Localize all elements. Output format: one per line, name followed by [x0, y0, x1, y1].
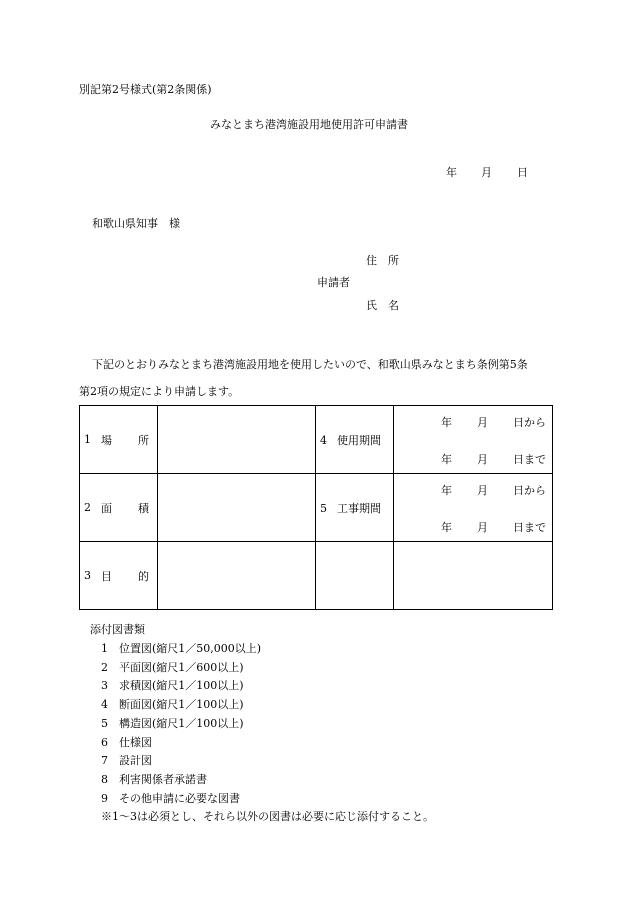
from-year-label: 年 — [441, 484, 452, 497]
empty-cell — [316, 542, 394, 610]
area-value-cell[interactable] — [158, 474, 316, 542]
to-month-label: 月 — [477, 453, 488, 466]
to-month-label: 月 — [477, 521, 488, 534]
date-month-label: 月 — [481, 166, 492, 179]
list-item-text: その他申請に必要な図書 — [119, 791, 240, 805]
list-item-text: 位置図(縮尺1／50,000以上) — [119, 642, 262, 655]
list-item-number: 5 — [101, 716, 108, 730]
place-value-cell[interactable] — [158, 406, 316, 474]
to-year-label: 年 — [441, 453, 452, 466]
application-table — [79, 405, 553, 610]
list-item-number: 7 — [101, 754, 108, 768]
table-row — [80, 406, 553, 474]
date-day-label: 日 — [517, 166, 528, 179]
date-year-label: 年 — [446, 166, 457, 179]
name-label: 氏 名 — [366, 299, 399, 312]
from-day-label: 日から — [513, 484, 546, 497]
work-period-label: 工事期間 — [337, 501, 381, 515]
list-item-number: 1 — [101, 642, 108, 655]
body-text-line1: 下記のとおりみなとまち港湾施設用地を使用したいので、和歌山県みなとまち条例第5条 — [92, 358, 528, 371]
list-item — [101, 790, 240, 806]
from-day-label: 日から — [513, 416, 546, 429]
use-period-number: 4 — [320, 433, 327, 447]
empty-cell — [394, 542, 553, 610]
to-day-label: 日まで — [513, 453, 546, 466]
from-month-label: 月 — [477, 484, 488, 497]
list-item-text: 構造図(縮尺1／100以上) — [119, 716, 244, 730]
work-period-label-cell — [316, 474, 394, 542]
document-title: みなとまち港湾施設用地使用許可申請書 — [210, 118, 408, 131]
list-item-number: 9 — [101, 791, 108, 805]
list-item-number: 6 — [101, 735, 108, 749]
list-item-text: 仕様図 — [119, 735, 152, 749]
work-period-value-cell[interactable] — [394, 474, 553, 542]
attachments-heading: 添付図書類 — [90, 623, 145, 636]
list-item-text: 断面図(縮尺1／100以上) — [119, 698, 244, 712]
table-row — [80, 542, 553, 610]
list-item — [101, 696, 244, 712]
area-label-cell — [80, 474, 158, 542]
use-period-label: 使用期間 — [337, 433, 381, 447]
use-period-label-cell — [316, 406, 394, 474]
purpose-value-cell[interactable] — [158, 542, 316, 610]
list-item-number: 3 — [101, 679, 108, 693]
table-row — [80, 474, 553, 542]
use-period-value-cell[interactable] — [394, 406, 553, 474]
list-item-text: 設計図 — [119, 754, 152, 768]
use-period-to — [441, 451, 546, 467]
list-item-text: 求積図(縮尺1／100以上) — [119, 679, 244, 693]
list-item-number: 8 — [101, 772, 108, 786]
list-item-text: 平面図(縮尺1／600以上) — [119, 660, 244, 674]
to-day-label: 日まで — [513, 521, 546, 534]
from-year-label: 年 — [441, 416, 452, 429]
list-item — [101, 677, 244, 693]
form-reference: 別記第2号様式(第2条関係) — [79, 83, 212, 96]
applicant-label: 申請者 — [317, 276, 350, 289]
purpose-number: 3 — [84, 568, 91, 582]
list-item — [101, 752, 152, 768]
from-month-label: 月 — [477, 416, 488, 429]
address-label: 住 所 — [366, 254, 399, 267]
work-period-number: 5 — [320, 501, 327, 515]
place-label-cell — [80, 406, 158, 474]
use-period-from — [441, 414, 546, 430]
area-number: 2 — [84, 500, 91, 514]
place-number: 1 — [84, 432, 91, 446]
list-item — [101, 734, 152, 750]
list-item — [101, 659, 244, 675]
attachments-note: ※1～3は必須とし、それら以外の図書は必要に応じ添付すること。 — [101, 810, 434, 824]
list-item-number: 2 — [101, 660, 108, 674]
list-item — [101, 640, 261, 656]
purpose-label: 目的 — [101, 569, 149, 583]
work-period-to — [441, 519, 546, 535]
place-label: 場所 — [101, 433, 149, 447]
purpose-label-cell — [80, 542, 158, 610]
list-item-number: 4 — [101, 698, 108, 712]
addressee: 和歌山県知事 様 — [92, 217, 180, 230]
list-item — [101, 771, 207, 787]
area-label: 面積 — [101, 501, 149, 515]
body-text-line2: 第2項の規定により申請します。 — [79, 385, 240, 398]
work-period-from — [441, 482, 546, 498]
list-item-text: 利害関係者承諾書 — [119, 772, 207, 786]
to-year-label: 年 — [441, 521, 452, 534]
list-item — [101, 715, 244, 731]
